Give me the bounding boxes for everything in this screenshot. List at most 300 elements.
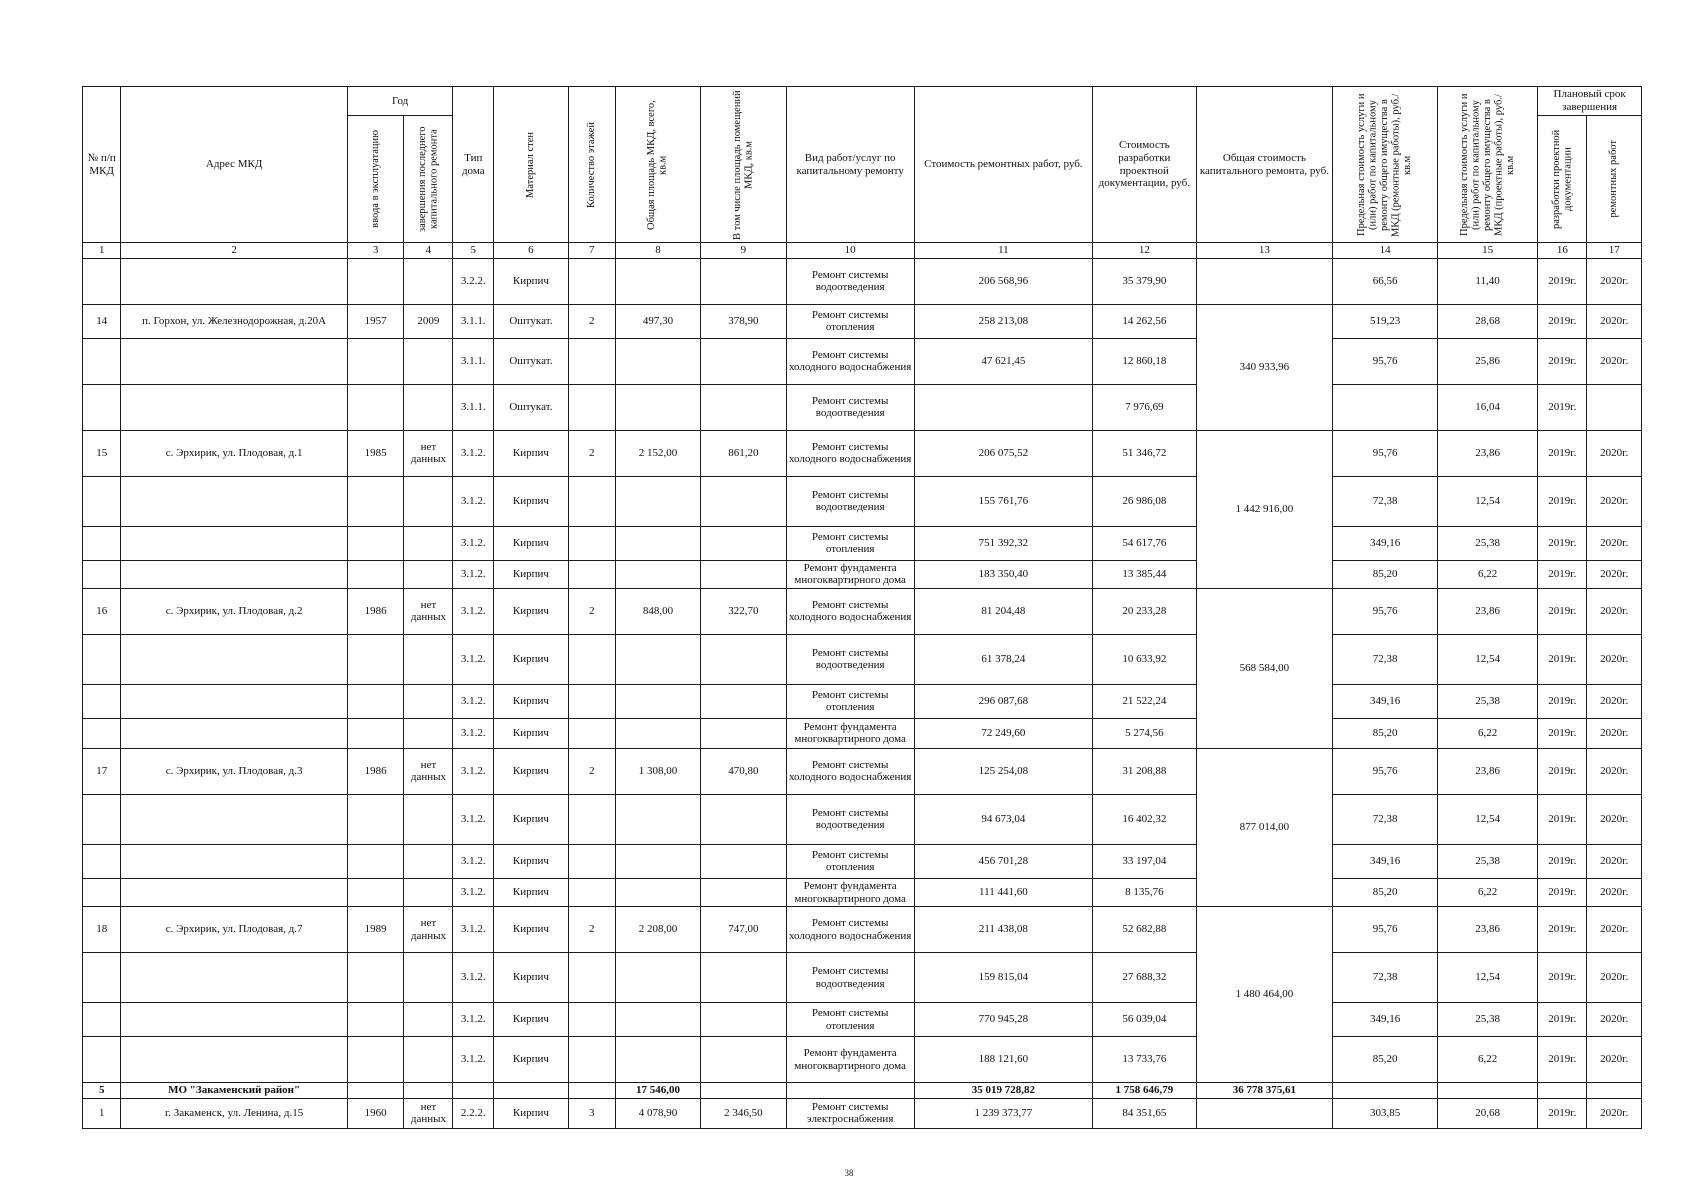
header-year-commission-text: ввода в эксплуатацию [369, 130, 381, 228]
table-row [83, 1037, 1642, 1083]
row-number-cell [83, 634, 121, 684]
row-number-cell [83, 258, 121, 304]
total-area-cell [615, 844, 700, 878]
house-type-cell: 3.1.1. [453, 384, 494, 430]
house-type-cell: 3.1.2. [453, 718, 494, 748]
repair-cost-cell: 159 815,04 [914, 953, 1092, 1003]
floors-cell [568, 258, 615, 304]
premises-area-cell [701, 384, 786, 430]
plan-works-cell: 2020г. [1587, 1037, 1642, 1083]
district-total-cell: 36 778 375,61 [1196, 1083, 1333, 1099]
limit-repair-cell: 66,56 [1333, 258, 1438, 304]
plan-project-cell: 2019г. [1538, 430, 1587, 476]
plan-works-cell: 2020г. [1587, 304, 1642, 338]
limit-repair-cell: 72,38 [1333, 794, 1438, 844]
premises-area-cell: 747,00 [701, 907, 786, 953]
project-cost-cell: 13 733,76 [1093, 1037, 1197, 1083]
total-area-cell [615, 560, 700, 588]
row-number-cell [83, 476, 121, 526]
limit-repair-cell: 349,16 [1333, 1003, 1438, 1037]
plan-project-cell: 2019г. [1538, 1003, 1587, 1037]
plan-project-cell: 2019г. [1538, 844, 1587, 878]
total-area-cell [615, 338, 700, 384]
column-number: 5 [453, 243, 494, 259]
floors-cell [568, 844, 615, 878]
limit-project-cell: 23,86 [1437, 588, 1537, 634]
limit-repair-cell: 95,76 [1333, 338, 1438, 384]
address-cell [121, 718, 347, 748]
plan-works-cell: 2020г. [1587, 338, 1642, 384]
year-last-repair-cell: нет данных [404, 430, 453, 476]
empty-cell [786, 1083, 914, 1099]
year-last-repair-cell [404, 560, 453, 588]
plan-project-cell: 2019г. [1538, 718, 1587, 748]
year-last-repair-cell [404, 526, 453, 560]
limit-repair-cell: 95,76 [1333, 748, 1438, 794]
wall-material-cell: Оштукат. [494, 384, 569, 430]
limit-project-cell: 20,68 [1437, 1098, 1537, 1128]
work-type-cell: Ремонт фундамента многоквартирного дома [786, 560, 914, 588]
plan-works-cell [1587, 384, 1642, 430]
floors-cell: 2 [568, 907, 615, 953]
table-row [83, 338, 1642, 384]
limit-repair-cell: 85,20 [1333, 878, 1438, 906]
address-cell: с. Эрхирик, ул. Плодовая, д.2 [121, 588, 347, 634]
total-area-cell [615, 878, 700, 906]
column-number: 15 [1437, 243, 1537, 259]
limit-project-cell: 25,86 [1437, 338, 1537, 384]
header-limit-project [1437, 87, 1537, 243]
year-last-repair-cell: нет данных [404, 1098, 453, 1128]
table-row [83, 430, 1642, 476]
wall-material-cell: Оштукат. [494, 338, 569, 384]
project-cost-cell: 10 633,92 [1093, 634, 1197, 684]
work-type-cell: Ремонт системы отопления [786, 304, 914, 338]
year-last-repair-cell [404, 718, 453, 748]
total-cost-cell: 568 584,00 [1196, 588, 1333, 748]
project-cost-cell: 7 976,69 [1093, 384, 1197, 430]
plan-works-cell: 2020г. [1587, 526, 1642, 560]
plan-works-cell: 2020г. [1587, 588, 1642, 634]
limit-project-cell: 6,22 [1437, 878, 1537, 906]
plan-project-cell: 2019г. [1538, 588, 1587, 634]
house-type-cell: 3.2.2. [453, 258, 494, 304]
total-cost-cell [1196, 1098, 1333, 1128]
header-plan-project [1538, 116, 1587, 243]
empty-cell [347, 1083, 404, 1099]
capital-repair-table [82, 86, 1642, 1129]
wall-material-cell: Кирпич [494, 634, 569, 684]
year-commission-cell [347, 526, 404, 560]
header-floors [568, 87, 615, 243]
plan-project-cell: 2019г. [1538, 476, 1587, 526]
repair-cost-cell: 751 392,32 [914, 526, 1092, 560]
column-number: 4 [404, 243, 453, 259]
header-address: Адрес МКД [121, 87, 347, 243]
table-row [83, 844, 1642, 878]
project-cost-cell: 12 860,18 [1093, 338, 1197, 384]
year-last-repair-cell [404, 1003, 453, 1037]
work-type-cell: Ремонт системы отопления [786, 844, 914, 878]
address-cell [121, 844, 347, 878]
work-type-cell: Ремонт фундамента многоквартирного дома [786, 718, 914, 748]
work-type-cell: Ремонт системы холодного водоснабжения [786, 588, 914, 634]
empty-cell [701, 1083, 786, 1099]
row-number-cell: 1 [83, 1098, 121, 1128]
project-cost-cell: 26 986,08 [1093, 476, 1197, 526]
limit-repair-cell: 95,76 [1333, 588, 1438, 634]
year-last-repair-cell [404, 476, 453, 526]
year-commission-cell [347, 1003, 404, 1037]
column-number: 14 [1333, 243, 1438, 259]
year-last-repair-cell [404, 878, 453, 906]
project-cost-cell: 27 688,32 [1093, 953, 1197, 1003]
district-cost-cell: 35 019 728,82 [914, 1083, 1092, 1099]
plan-works-cell: 2020г. [1587, 476, 1642, 526]
floors-cell: 3 [568, 1098, 615, 1128]
empty-cell [453, 1083, 494, 1099]
premises-area-cell [701, 258, 786, 304]
limit-repair-cell: 72,38 [1333, 476, 1438, 526]
repair-cost-cell: 155 761,76 [914, 476, 1092, 526]
house-type-cell: 3.1.1. [453, 304, 494, 338]
floors-cell: 2 [568, 304, 615, 338]
year-commission-cell [347, 476, 404, 526]
address-cell [121, 338, 347, 384]
house-type-cell: 3.1.2. [453, 907, 494, 953]
house-type-cell: 3.1.2. [453, 560, 494, 588]
total-area-cell [615, 526, 700, 560]
table-row [83, 588, 1642, 634]
row-number-cell: 15 [83, 430, 121, 476]
empty-cell [404, 1083, 453, 1099]
address-cell [121, 384, 347, 430]
limit-project-cell: 25,38 [1437, 844, 1537, 878]
column-number: 9 [701, 243, 786, 259]
year-last-repair-cell [404, 953, 453, 1003]
plan-project-cell: 2019г. [1538, 748, 1587, 794]
header-total-area [615, 87, 700, 243]
year-last-repair-cell: 2009 [404, 304, 453, 338]
floors-cell [568, 953, 615, 1003]
plan-project-cell: 2019г. [1538, 338, 1587, 384]
limit-repair-cell: 72,38 [1333, 953, 1438, 1003]
total-area-cell: 497,30 [615, 304, 700, 338]
repair-cost-cell: 1 239 373,77 [914, 1098, 1092, 1128]
project-cost-cell: 54 617,76 [1093, 526, 1197, 560]
work-type-cell: Ремонт системы отопления [786, 684, 914, 718]
column-number: 1 [83, 243, 121, 259]
plan-works-cell: 2020г. [1587, 430, 1642, 476]
wall-material-cell: Кирпич [494, 258, 569, 304]
wall-material-cell: Кирпич [494, 560, 569, 588]
premises-area-cell [701, 684, 786, 718]
header-repair-cost: Стоимость ремонтных работ, руб. [914, 87, 1092, 243]
premises-area-cell [701, 953, 786, 1003]
limit-project-cell: 16,04 [1437, 384, 1537, 430]
row-number-cell [83, 526, 121, 560]
limit-project-cell: 12,54 [1437, 476, 1537, 526]
limit-project-cell: 6,22 [1437, 560, 1537, 588]
project-cost-cell: 35 379,90 [1093, 258, 1197, 304]
address-cell [121, 476, 347, 526]
floors-cell [568, 526, 615, 560]
total-cost-cell [1196, 258, 1333, 304]
limit-project-cell: 23,86 [1437, 907, 1537, 953]
floors-cell [568, 684, 615, 718]
limit-project-cell: 6,22 [1437, 718, 1537, 748]
address-cell [121, 684, 347, 718]
work-type-cell: Ремонт системы отопления [786, 1003, 914, 1037]
plan-works-cell: 2020г. [1587, 794, 1642, 844]
address-cell [121, 560, 347, 588]
district-project-cell: 1 758 646,79 [1093, 1083, 1197, 1099]
house-type-cell: 3.1.1. [453, 338, 494, 384]
wall-material-cell: Кирпич [494, 684, 569, 718]
total-area-cell [615, 684, 700, 718]
premises-area-cell [701, 1003, 786, 1037]
plan-works-cell: 2020г. [1587, 844, 1642, 878]
repair-cost-cell: 206 075,52 [914, 430, 1092, 476]
floors-cell [568, 718, 615, 748]
plan-project-cell: 2019г. [1538, 258, 1587, 304]
house-type-cell: 3.1.2. [453, 430, 494, 476]
total-cost-cell: 340 933,96 [1196, 304, 1333, 430]
premises-area-cell: 322,70 [701, 588, 786, 634]
row-number-cell [83, 844, 121, 878]
limit-repair-cell: 349,16 [1333, 684, 1438, 718]
floors-cell: 2 [568, 748, 615, 794]
year-last-repair-cell [404, 384, 453, 430]
year-commission-cell: 1989 [347, 907, 404, 953]
empty-cell [1437, 1083, 1537, 1099]
floors-cell: 2 [568, 430, 615, 476]
address-cell: г. Закаменск, ул. Ленина, д.15 [121, 1098, 347, 1128]
table-row [83, 526, 1642, 560]
work-type-cell: Ремонт системы водоотведения [786, 258, 914, 304]
work-type-cell: Ремонт системы отопления [786, 526, 914, 560]
header-project-cost: Стоимость разработки проектной документации, руб. [1093, 87, 1197, 243]
row-number-cell: 18 [83, 907, 121, 953]
plan-works-cell: 2020г. [1587, 258, 1642, 304]
column-number: 13 [1196, 243, 1333, 259]
table-row [83, 384, 1642, 430]
plan-project-cell: 2019г. [1538, 953, 1587, 1003]
year-last-repair-cell [404, 684, 453, 718]
table-row [83, 258, 1642, 304]
plan-project-cell: 2019г. [1538, 560, 1587, 588]
total-area-cell [615, 953, 700, 1003]
project-cost-cell: 33 197,04 [1093, 844, 1197, 878]
repair-cost-cell: 211 438,08 [914, 907, 1092, 953]
project-cost-cell: 20 233,28 [1093, 588, 1197, 634]
limit-project-cell: 11,40 [1437, 258, 1537, 304]
house-type-cell: 3.1.2. [453, 794, 494, 844]
row-number-cell [83, 560, 121, 588]
district-number-cell: 5 [83, 1083, 121, 1099]
table-row [83, 748, 1642, 794]
header-premises-area-text: В том числе площадь помещений МКД, кв.м [731, 89, 755, 240]
header-wall-material-text: Материал стен [525, 131, 537, 198]
wall-material-cell: Кирпич [494, 953, 569, 1003]
year-commission-cell [347, 634, 404, 684]
year-commission-cell [347, 384, 404, 430]
limit-repair-cell: 95,76 [1333, 907, 1438, 953]
address-cell [121, 634, 347, 684]
page-number: 38 [844, 1168, 854, 1178]
work-type-cell: Ремонт системы водоотведения [786, 634, 914, 684]
limit-repair-cell: 349,16 [1333, 526, 1438, 560]
header-limit-project-text: Предельная стоимость услуги и (или) работ по капитальному ремонту общего имущества в МКД (проектные работы), руб./кв.м [1458, 93, 1516, 236]
year-last-repair-cell [404, 844, 453, 878]
limit-repair-cell: 85,20 [1333, 560, 1438, 588]
year-last-repair-cell [404, 258, 453, 304]
limit-project-cell: 25,38 [1437, 684, 1537, 718]
wall-material-cell: Оштукат. [494, 304, 569, 338]
year-commission-cell: 1960 [347, 1098, 404, 1128]
year-commission-cell [347, 844, 404, 878]
plan-works-cell: 2020г. [1587, 953, 1642, 1003]
repair-cost-cell: 81 204,48 [914, 588, 1092, 634]
header-year-last-repair-text: завершения последнего капитального ремонта [416, 126, 440, 232]
year-last-repair-cell: нет данных [404, 748, 453, 794]
limit-project-cell: 23,86 [1437, 430, 1537, 476]
row-number-cell [83, 384, 121, 430]
repair-cost-cell: 770 945,28 [914, 1003, 1092, 1037]
work-type-cell: Ремонт системы водоотведения [786, 476, 914, 526]
project-cost-cell: 56 039,04 [1093, 1003, 1197, 1037]
premises-area-cell [701, 526, 786, 560]
year-last-repair-cell [404, 794, 453, 844]
floors-cell [568, 1037, 615, 1083]
year-commission-cell [347, 684, 404, 718]
table-row [83, 560, 1642, 588]
wall-material-cell: Кирпич [494, 1037, 569, 1083]
header-limit-repair-text: Предельная стоимость услуги и (или) работ по капитальному ремонту общего имущества в МКД (ремонтные работы), руб./кв.м [1356, 92, 1414, 237]
work-type-cell: Ремонт системы холодного водоснабжения [786, 338, 914, 384]
limit-repair-cell: 303,85 [1333, 1098, 1438, 1128]
floors-cell [568, 634, 615, 684]
repair-cost-cell: 188 121,60 [914, 1037, 1092, 1083]
year-commission-cell [347, 338, 404, 384]
premises-area-cell [701, 878, 786, 906]
floors-cell [568, 384, 615, 430]
total-area-cell [615, 1003, 700, 1037]
repair-cost-cell [914, 384, 1092, 430]
limit-repair-cell: 72,38 [1333, 634, 1438, 684]
empty-cell [568, 1083, 615, 1099]
row-number-cell [83, 1003, 121, 1037]
limit-repair-cell: 85,20 [1333, 1037, 1438, 1083]
premises-area-cell [701, 476, 786, 526]
repair-cost-cell: 72 249,60 [914, 718, 1092, 748]
repair-cost-cell: 94 673,04 [914, 794, 1092, 844]
work-type-cell: Ремонт системы электроснабжения [786, 1098, 914, 1128]
year-commission-cell [347, 878, 404, 906]
project-cost-cell: 84 351,65 [1093, 1098, 1197, 1128]
limit-repair-cell: 519,23 [1333, 304, 1438, 338]
wall-material-cell: Кирпич [494, 907, 569, 953]
district-total-row [83, 1083, 1642, 1099]
district-area-cell: 17 546,00 [615, 1083, 700, 1099]
total-cost-cell: 877 014,00 [1196, 748, 1333, 906]
header-plan-works [1587, 116, 1642, 243]
project-cost-cell: 16 402,32 [1093, 794, 1197, 844]
year-commission-cell: 1985 [347, 430, 404, 476]
year-commission-cell [347, 794, 404, 844]
house-type-cell: 2.2.2. [453, 1098, 494, 1128]
limit-repair-cell [1333, 384, 1438, 430]
project-cost-cell: 13 385,44 [1093, 560, 1197, 588]
total-area-cell [615, 1037, 700, 1083]
row-number-cell [83, 684, 121, 718]
plan-project-cell: 2019г. [1538, 907, 1587, 953]
table-row [83, 304, 1642, 338]
plan-project-cell: 2019г. [1538, 384, 1587, 430]
row-number-cell [83, 878, 121, 906]
plan-works-cell: 2020г. [1587, 718, 1642, 748]
header-total-cost: Общая стоимость капитального ремонта, руб. [1196, 87, 1333, 243]
address-cell: с. Эрхирик, ул. Плодовая, д.7 [121, 907, 347, 953]
row-number-cell: 17 [83, 748, 121, 794]
work-type-cell: Ремонт системы водоотведения [786, 384, 914, 430]
plan-works-cell: 2020г. [1587, 1098, 1642, 1128]
column-number: 2 [121, 243, 347, 259]
header-plan-project-text: разработки проектной документации [1550, 129, 1574, 229]
work-type-cell: Ремонт фундамента многоквартирного дома [786, 1037, 914, 1083]
plan-works-cell: 2020г. [1587, 684, 1642, 718]
column-number: 7 [568, 243, 615, 259]
address-cell [121, 953, 347, 1003]
year-commission-cell [347, 560, 404, 588]
year-commission-cell [347, 1037, 404, 1083]
plan-works-cell: 2020г. [1587, 748, 1642, 794]
plan-project-cell: 2019г. [1538, 526, 1587, 560]
wall-material-cell: Кирпич [494, 1003, 569, 1037]
limit-project-cell: 12,54 [1437, 953, 1537, 1003]
row-number-cell: 14 [83, 304, 121, 338]
project-cost-cell: 14 262,56 [1093, 304, 1197, 338]
total-area-cell: 848,00 [615, 588, 700, 634]
row-number-cell [83, 1037, 121, 1083]
empty-cell [1538, 1083, 1587, 1099]
wall-material-cell: Кирпич [494, 878, 569, 906]
year-last-repair-cell [404, 1037, 453, 1083]
work-type-cell: Ремонт системы водоотведения [786, 953, 914, 1003]
premises-area-cell: 861,20 [701, 430, 786, 476]
header-floors-text: Количество этажей [585, 121, 597, 208]
year-last-repair-cell [404, 338, 453, 384]
header-num: № п/п МКД [83, 87, 121, 243]
limit-project-cell: 23,86 [1437, 748, 1537, 794]
premises-area-cell: 2 346,50 [701, 1098, 786, 1128]
premises-area-cell: 470,80 [701, 748, 786, 794]
column-number: 8 [615, 243, 700, 259]
year-commission-cell [347, 258, 404, 304]
wall-material-cell: Кирпич [494, 1098, 569, 1128]
wall-material-cell: Кирпич [494, 588, 569, 634]
house-type-cell: 3.1.2. [453, 878, 494, 906]
header-total-area-text: Общая площадь МКД, всего, кв.м [646, 99, 669, 230]
repair-cost-cell: 125 254,08 [914, 748, 1092, 794]
table-row [83, 907, 1642, 953]
table-row [83, 1003, 1642, 1037]
column-number: 16 [1538, 243, 1587, 259]
empty-cell [1333, 1083, 1438, 1099]
row-number-cell [83, 794, 121, 844]
table-row [83, 476, 1642, 526]
plan-project-cell: 2019г. [1538, 304, 1587, 338]
